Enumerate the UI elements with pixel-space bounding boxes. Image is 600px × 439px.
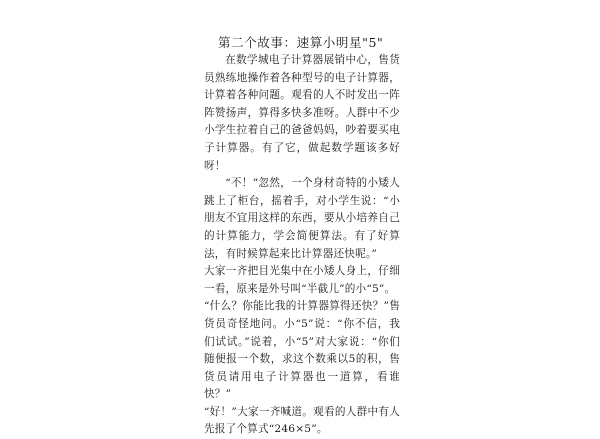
- paragraph-first-problem: “好！”大家一齐喊道。观看的人群中有人先报了个算式“246×5”。: [204, 405, 400, 436]
- paragraph-intro: 在数学城电子计算器展销中心，售货员熟练地操作着各种型号的电子计算器，计算着各种问题。观看的人不时发出一阵阵赞扬声，算得多快多准呀。人群中不少小学生拉着自己的爸爸妈妈，吵着要买电子计算器。有了它，做起数学题该多好呀！: [204, 54, 400, 172]
- document-page: [204, 34, 400, 439]
- paragraph-identity: 大家一齐把目光集中在小矮人身上，仔细一看，原来是外号叫“半截儿”的小“5”。: [204, 265, 400, 295]
- paragraph-challenge: “什么？你能比我的计算器算得还快？”售货员奇怪地问。小“5”说：“你不信，我们试试。”说着，小“5”对大家说：“你们随便报一个数，求这个数乘以5的积，售货员请用电子计算器也一道算，看谁快？”: [204, 300, 400, 401]
- story-title: 第二个故事：速算小明星"5": [218, 35, 384, 50]
- paragraph-dwarf-appears: “不！”忽然，一个身材奇特的小矮人跳上了柜台，摇着手，对小学生说：“小朋友不宜用这样的东西，要从小培养自己的计算能力，学会简便算法。有了好算法，有时候算起来比计算器还快呢。”: [204, 177, 400, 260]
